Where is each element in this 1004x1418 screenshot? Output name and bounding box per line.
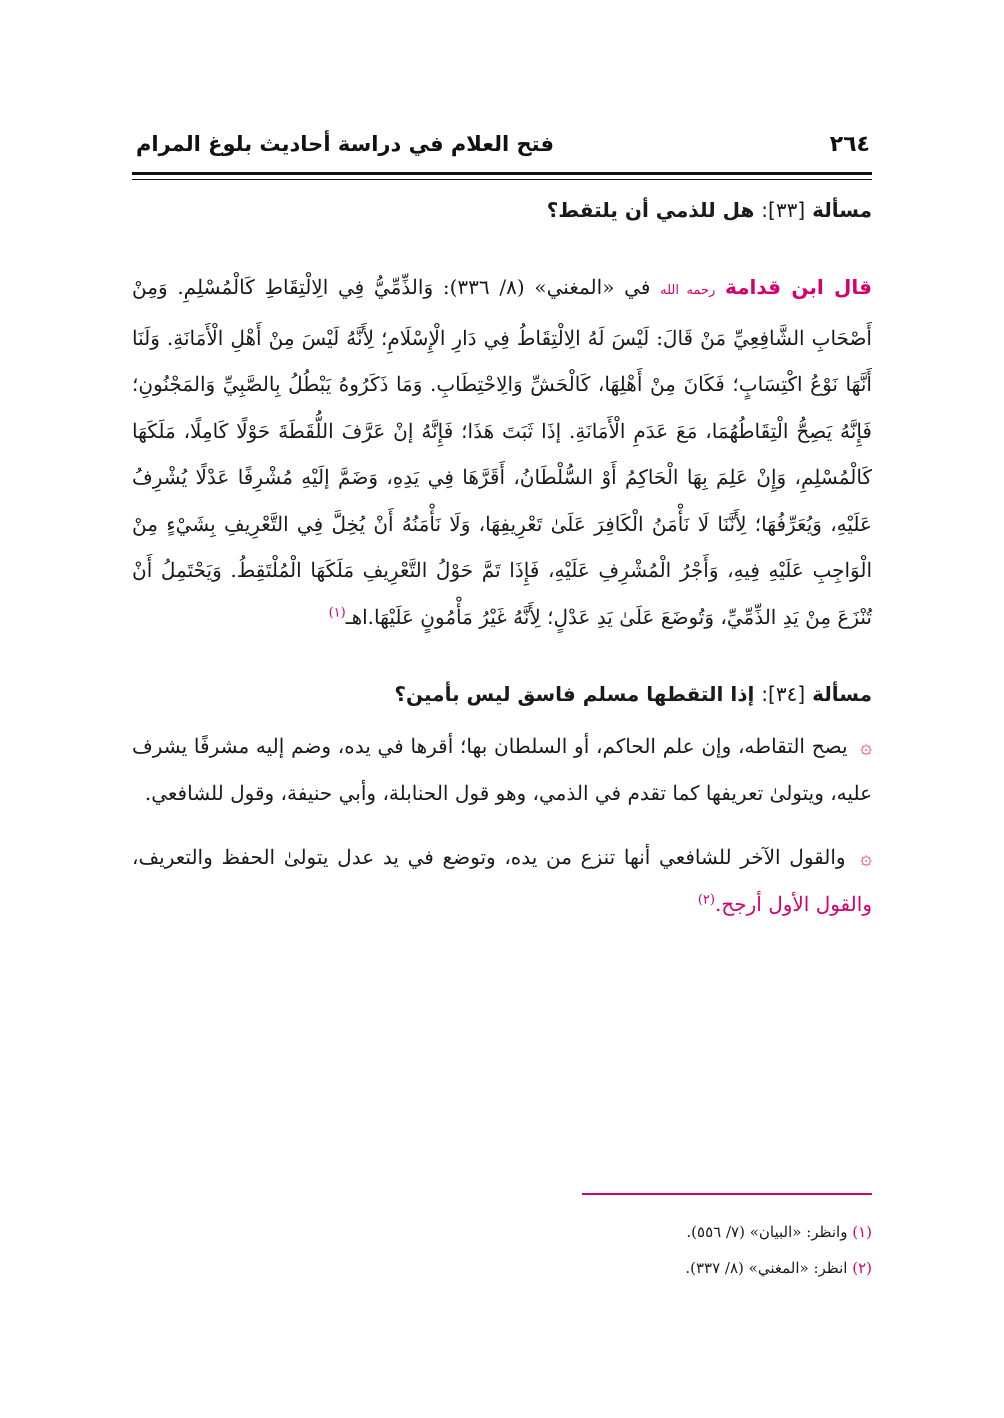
quote-attribution: قال ابن قدامة (725, 275, 873, 299)
issue-label: مسألة (812, 682, 872, 706)
footnote-mark: (٢) (852, 1259, 872, 1277)
header-rule-thin (132, 179, 872, 180)
running-title: فتح العلام في دراسة أحاديث بلوغ المرام (136, 132, 554, 156)
header-rule (132, 172, 872, 175)
bullet-text: والقول الآخر للشافعي أنها تنزع من يده، وتوضع في يد عدل يتولىٰ الحفظ والتعريف، (132, 845, 846, 869)
quote-paragraph (132, 264, 872, 640)
footnote (132, 1250, 872, 1286)
honorific-glyph: رحمه الله (660, 283, 716, 298)
issue-label: مسألة (812, 198, 872, 222)
page-content (132, 193, 872, 927)
footnote-text: وانظر: «البيان» (٧/ ٥٥٦). (686, 1223, 848, 1241)
page-header (132, 128, 872, 168)
footnote-text: انظر: «المغني» (٨/ ٣٣٧). (685, 1259, 848, 1277)
preferred-opinion: والقول الأول أرجح. (714, 891, 872, 916)
issue-number: [٣٤]: (761, 682, 806, 706)
footnote-mark: (١) (852, 1223, 872, 1241)
book-page (132, 0, 872, 1418)
footnote-separator (582, 1193, 872, 1195)
ornament-bullet-icon: ۞ (860, 734, 873, 758)
bullet-paragraph (132, 834, 872, 927)
issue-heading-34 (132, 677, 872, 711)
quote-source: في «المغني» (٨/ ٣٣٦): (442, 275, 651, 299)
issue-number: [٣٣]: (761, 198, 806, 222)
bullet-paragraph (132, 723, 872, 816)
issue-question: إذا التقطها مسلم فاسق ليس بأمين؟ (394, 682, 755, 706)
footnote (132, 1214, 872, 1250)
footnotes (132, 1214, 872, 1286)
page-number: ٢٦٤ (829, 132, 870, 157)
ornament-bullet-icon: ۞ (860, 845, 872, 869)
issue-heading-33 (132, 193, 872, 227)
bullet-text: يصح التقاطه، وإن علم الحاكم، أو السلطان بها؛ أقرها في يده، وضم إليه مشرفًا يشرف عليه، ويتولىٰ تعريفها كما تقدم في الذمي، وهو قول الحنابلة، وأبي حنيفة، وقول للشافعي. (132, 734, 872, 805)
issue-question: هل للذمي أن يلتقط؟ (546, 198, 755, 222)
quote-text: وَالذِّمِّيُّ فِي الِالْتِقَاطِ كَالْمُسْلِمِ. وَمِنْ أَصْحَابِ الشَّافِعِيِّ مَنْ قَالَ: لَيْسَ لَهُ الِالْتِقَاطُ فِي دَارِ الْإِسْلَامِ؛ لِأَنَّهُ لَيْسَ مِنْ أَهْلِ الْأَمَانَةِ. وَلَنَا أَنَّهَا نَوْعُ اكْتِسَابٍ؛ فَكَانَ مِنْ أَهْلِهَا، كَالْحَشِّ وَالِاحْتِطَابِ. وَمَا ذَكَرُوهُ يَبْطُلُ بِالصَّبِيِّ وَالمَجْنُونِ؛ فَإِنَّهُ يَصِحُّ الْتِقَاطُهُمَا، مَعَ عَدَمِ الْأَمَانَةِ. إذَا ثَبَتَ هَذَا؛ فَإِنَّهُ إنْ عَرَّفَ اللُّقَطَةَ حَوْلًا كَامِلًا، مَلَكَهَا كَالْمُسْلِمِ، وَإِنْ عَلِمَ بِهَا الْحَاكِمُ أَوْ السُّلْطَانُ، أَقَرَّهَا فِي يَدِهِ، وَضَمَّ إلَيْهِ مُشْرِفًا عَدْلًا يُشْرِفُ عَلَيْهِ، وَيُعَرِّفُهَا؛ لِأَنَّنَا لَا نَأْمَنُ الْكَافِرَ عَلَىٰ تَعْرِيفِهَا، وَلَا نَأْمَنُهُ أَنْ يُخِلَّ فِي التَّعْرِيفِ بِشَيْءٍ مِنْ الْوَاجِبِ عَلَيْهِ فِيهِ، وَأَجْرُ الْمُشْرِفِ عَلَيْهِ، فَإِذَا تَمَّ حَوْلُ التَّعْرِيفِ مَلَكَهَا الْمُلْتَقِطُ. وَيَحْتَمِلُ أَنْ تُنْزَعَ مِنْ يَدِ الذِّمِّيِّ، وَتُوضَعَ عَلَىٰ يَدِ عَدْلٍ؛ لِأَنَّهُ غَيْرُ مَأْمُونٍ عَلَيْهَا.اهـ (132, 275, 872, 629)
footnote-ref-2[interactable]: (٢) (697, 891, 715, 907)
footnote-ref-1[interactable]: (١) (328, 604, 346, 620)
